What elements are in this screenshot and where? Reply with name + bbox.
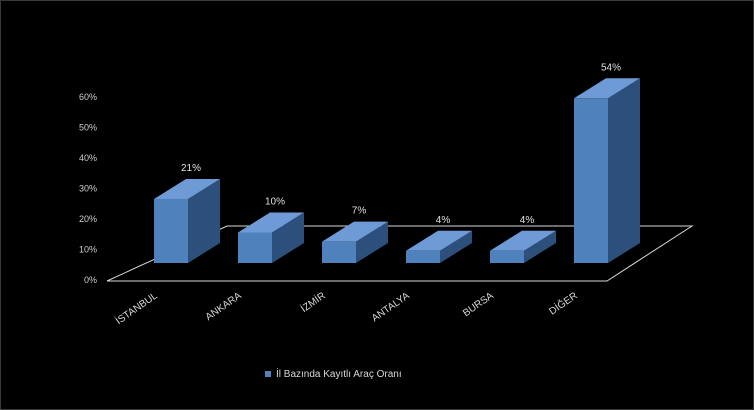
bar [490, 251, 524, 263]
bar [406, 251, 440, 263]
x-tick-label: BURSA [461, 290, 496, 320]
data-label: 7% [351, 205, 367, 217]
x-tick-label: İZMİR [299, 290, 328, 316]
legend [265, 367, 402, 381]
data-label: 4% [435, 214, 451, 226]
x-tick-label: ANKARA [203, 290, 244, 324]
x-tick-label: ANTALYA [369, 290, 412, 325]
x-tick-label: DİĞER [547, 290, 580, 318]
legend-swatch [265, 371, 271, 377]
bar-chart-3d [1, 1, 753, 409]
data-label: 21% [180, 162, 202, 174]
y-tick-label: 30% [78, 183, 97, 194]
data-label: 4% [519, 214, 535, 226]
bar [154, 199, 188, 263]
bar-side [608, 78, 640, 263]
y-tick-label: 60% [78, 92, 97, 102]
bar [238, 233, 272, 264]
y-tick-label: 10% [78, 244, 97, 255]
y-tick-label: 50% [78, 122, 97, 133]
bar [322, 242, 356, 263]
data-label: 10% [264, 196, 286, 208]
y-tick-label: 0% [83, 275, 97, 285]
legend-label: İl Bazında Kayıtlı Araç Oranı [276, 368, 402, 380]
x-tick-label: İSTANBUL [113, 290, 160, 328]
y-tick-label: 40% [78, 153, 97, 163]
y-tick-label: 20% [78, 214, 97, 224]
bar [574, 98, 608, 263]
data-label: 54% [600, 62, 622, 74]
